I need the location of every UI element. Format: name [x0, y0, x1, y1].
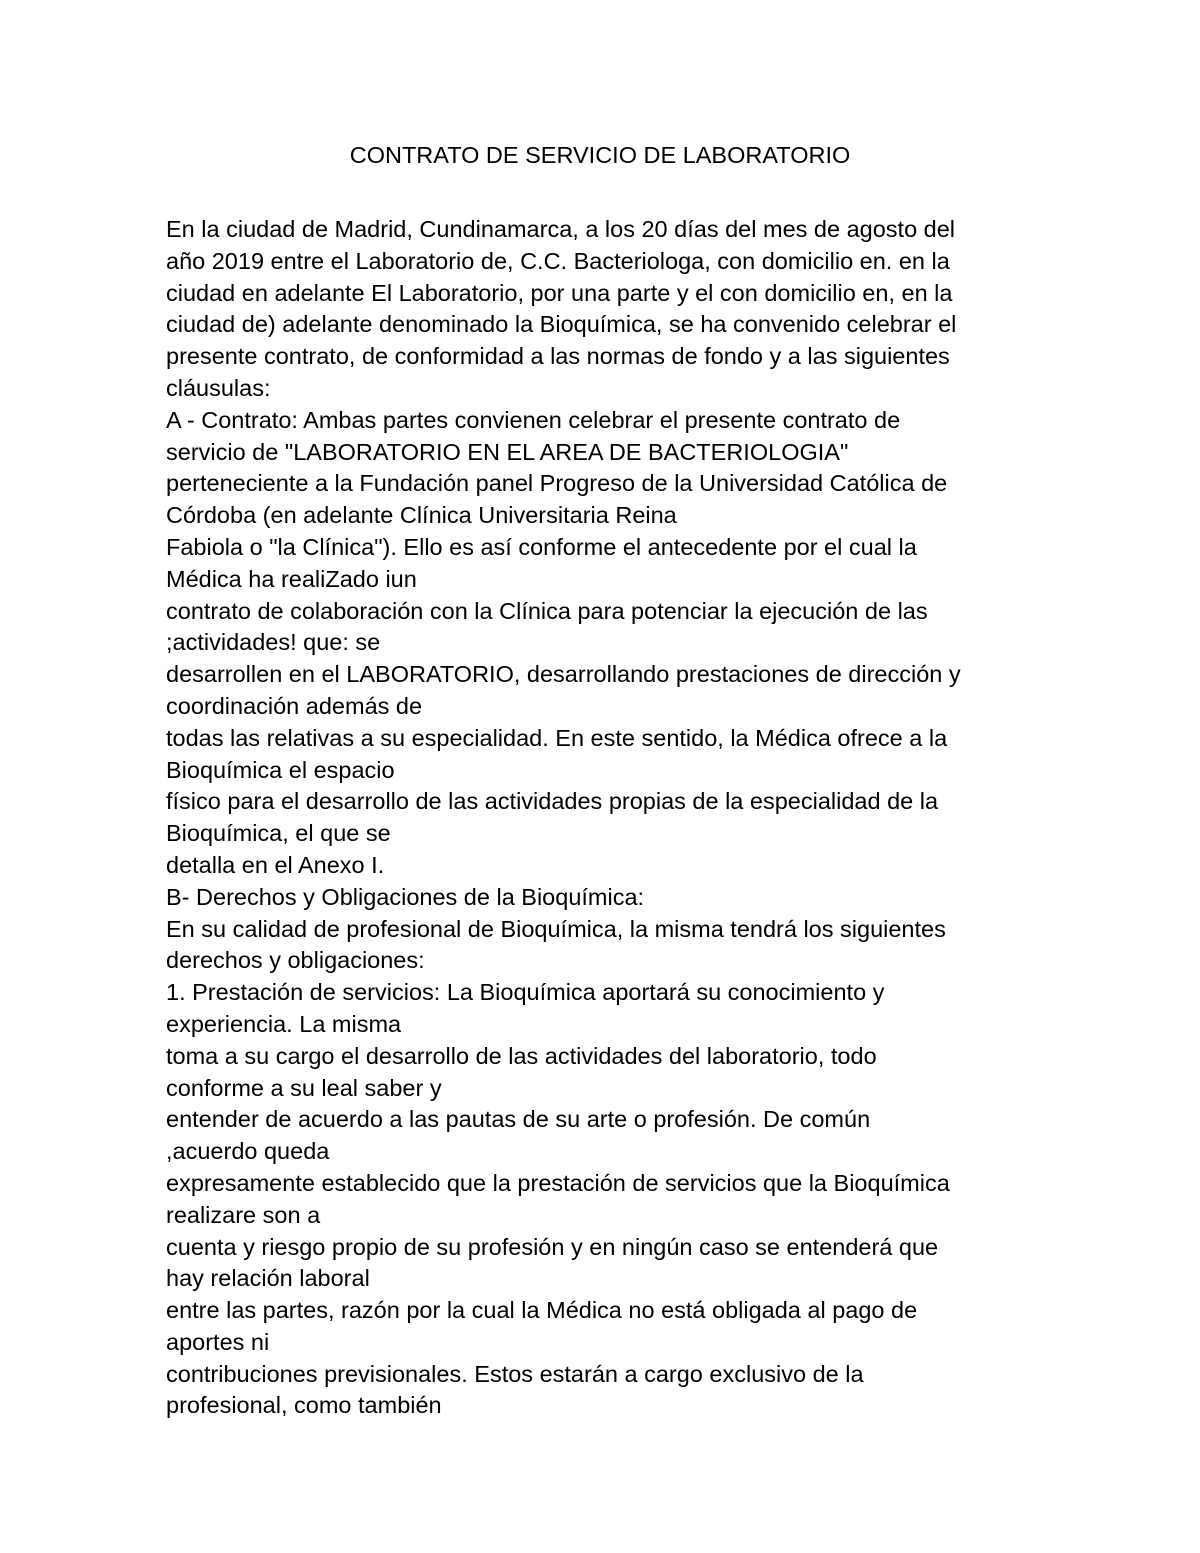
body-text-line: Bioquímica, el que se — [166, 820, 391, 847]
body-text-line: servicio de "LABORATORIO EN EL AREA DE BACTERIOLOGIA" — [166, 438, 849, 465]
document-title: CONTRATO DE SERVICIO DE LABORATORIO — [349, 142, 851, 168]
document-body — [166, 214, 1066, 1422]
body-text-line: detalla en el Anexo I. — [166, 851, 385, 878]
body-text-line: aportes ni — [166, 1328, 270, 1355]
body-text-line: ciudad en adelante El Laboratorio, por una parte y el con domicilio en, en la — [166, 279, 953, 306]
body-text-line: coordinación además de — [166, 692, 423, 719]
body-text-line: entender de acuerdo a las pautas de su arte o profesión. De común — [166, 1106, 871, 1133]
body-text-line: año 2019 entre el Laboratorio de, C.C. Bacteriologa, con domicilio en. en la — [166, 247, 950, 274]
body-text-line: presente contrato, de conformidad a las normas de fondo y a las siguientes — [166, 343, 950, 370]
body-text-line: físico para el desarrollo de las actividades propias de la especialidad de la — [166, 788, 939, 815]
body-text-line: En su calidad de profesional de Bioquímica, la misma tendrá los siguientes — [166, 915, 946, 942]
body-text-line: contribuciones previsionales. Estos estarán a cargo exclusivo de la — [166, 1360, 864, 1387]
body-text-line: conforme a su leal saber y — [166, 1074, 442, 1101]
body-text-line: realizare son a — [166, 1201, 321, 1228]
body-text-line: Fabiola o "la Clínica"). Ello es así conforme el antecedente por el cual la — [166, 533, 917, 560]
body-text-line: entre las partes, razón por la cual la Médica no está obligada al pago de — [166, 1297, 918, 1324]
body-text-line: 1. Prestación de servicios: La Bioquímica aportará su conocimiento y — [166, 979, 885, 1006]
body-text-line: A - Contrato: Ambas partes convienen celebrar el presente contrato de — [166, 406, 901, 433]
body-text-line: profesional, como también — [166, 1392, 442, 1419]
body-text-line: En la ciudad de Madrid, Cundinamarca, a los 20 días del mes de agosto del — [166, 216, 956, 242]
body-text-line: cuenta y riesgo propio de su profesión y en ningún caso se entenderá que — [166, 1233, 939, 1260]
body-text-line: cláusulas: — [166, 374, 271, 401]
body-text-line: contrato de colaboración con la Clínica para potenciar la ejecución de las — [166, 597, 928, 624]
body-text-line: hay relación laboral — [166, 1265, 370, 1292]
body-text-line: expresamente establecido que la prestación de servicios que la Bioquímica — [166, 1169, 950, 1196]
body-text-line: Bioquímica el espacio — [166, 756, 395, 783]
body-text-line: ,acuerdo queda — [166, 1138, 330, 1165]
body-text-line: perteneciente a la Fundación panel Progreso de la Universidad Católica de — [166, 470, 948, 497]
body-text-line: toma a su cargo el desarrollo de las actividades del laboratorio, todo — [166, 1042, 877, 1069]
body-text-line: ciudad de) adelante denominado la Bioquímica, se ha convenido celebrar el — [166, 311, 957, 338]
body-text-line: todas las relativas a su especialidad. En este sentido, la Médica ofrece a la — [166, 724, 948, 751]
body-text-line: Médica ha realiZado iun — [166, 565, 417, 592]
body-text-line: desarrollen en el LABORATORIO, desarrollando prestaciones de dirección y — [166, 661, 961, 688]
body-text-line: B- Derechos y Obligaciones de la Bioquímica: — [166, 883, 645, 910]
body-text-line: experiencia. La misma — [166, 1010, 402, 1037]
body-text-line: derechos y obligaciones: — [166, 947, 425, 974]
body-text-line: Córdoba (en adelante Clínica Universitaria Reina — [166, 502, 677, 529]
body-text-line: ;actividades! que: se — [166, 629, 381, 656]
